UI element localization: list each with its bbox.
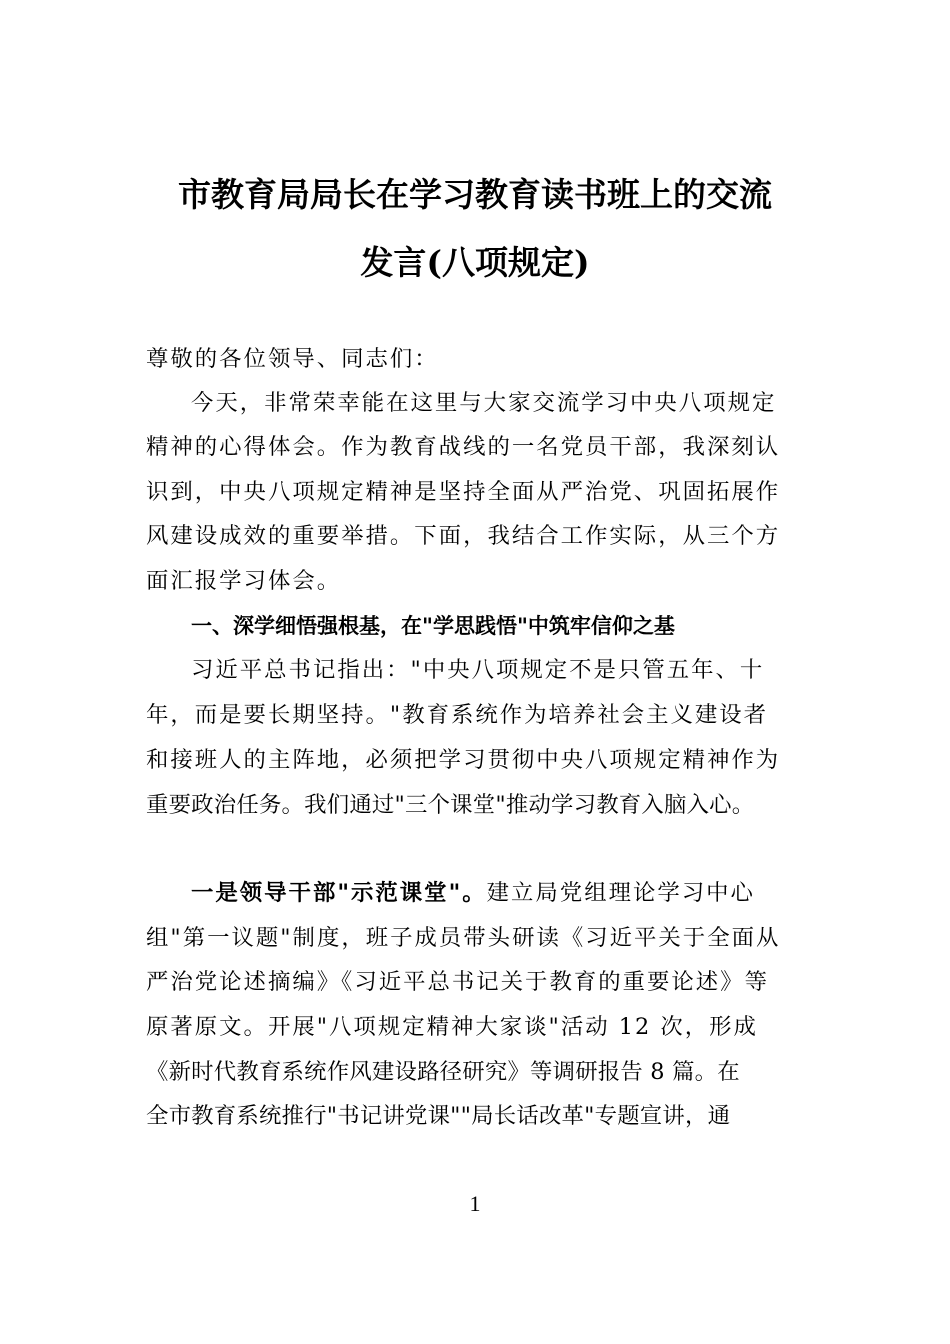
point1-line: 严治党论述摘编》《习近平总书记关于教育的重要论述》等 [146, 969, 769, 995]
page-number: 1 [469, 1191, 481, 1216]
point1-lead: 一是领导干部"示范课堂"。 [191, 880, 487, 906]
salutation: 尊敬的各位领导、同志们： [146, 346, 439, 372]
document-title-line-1: 市教育局局长在学习教育读书班上的交流 [178, 175, 772, 214]
intro-line: 面汇报学习体会。 [146, 568, 342, 594]
section1-line: 年，而是要长期坚持。"教育系统作为培养社会主义建设者 [146, 702, 769, 728]
point1-first-line [191, 878, 816, 908]
point1-line: 组"第一议题"制度，班子成员带头研读《习近平关于全面从 [146, 925, 781, 951]
section-heading-1: 一、深学细悟强根基，在"学思践悟"中筑牢信仰之基 [191, 614, 675, 638]
point1-line: 《新时代教育系统作风建设路径研究》等调研报告 8 篇。在 [146, 1059, 740, 1085]
point1-line: 原著原文。开展"八项规定精神大家谈"活动 12 次，形成 [146, 1014, 758, 1040]
section1-line: 习近平总书记指出："中央八项规定不是只管五年、十 [191, 657, 765, 683]
intro-line: 风建设成效的重要举措。下面，我结合工作实际，从三个方 [146, 523, 781, 549]
intro-line: 识到，中央八项规定精神是坚持全面从严治党、巩固拓展作 [146, 479, 781, 505]
intro-line: 精神的心得体会。作为教育战线的一名党员干部，我深刻认 [146, 434, 781, 460]
section1-line: 和接班人的主阵地，必须把学习贯彻中央八项规定精神作为 [146, 747, 781, 773]
point1-first-text: 建立局党组理论学习中心 [486, 880, 755, 906]
point1-line: 全市教育系统推行"书记讲党课""局长话改革"专题宣讲，通 [146, 1103, 731, 1129]
section1-line: 重要政治任务。我们通过"三个课堂"推动学习教育入脑入心。 [146, 792, 755, 818]
document-title-line-2: 发言(八项规定) [360, 243, 590, 282]
intro-line: 今天，非常荣幸能在这里与大家交流学习中央八项规定 [191, 390, 777, 416]
